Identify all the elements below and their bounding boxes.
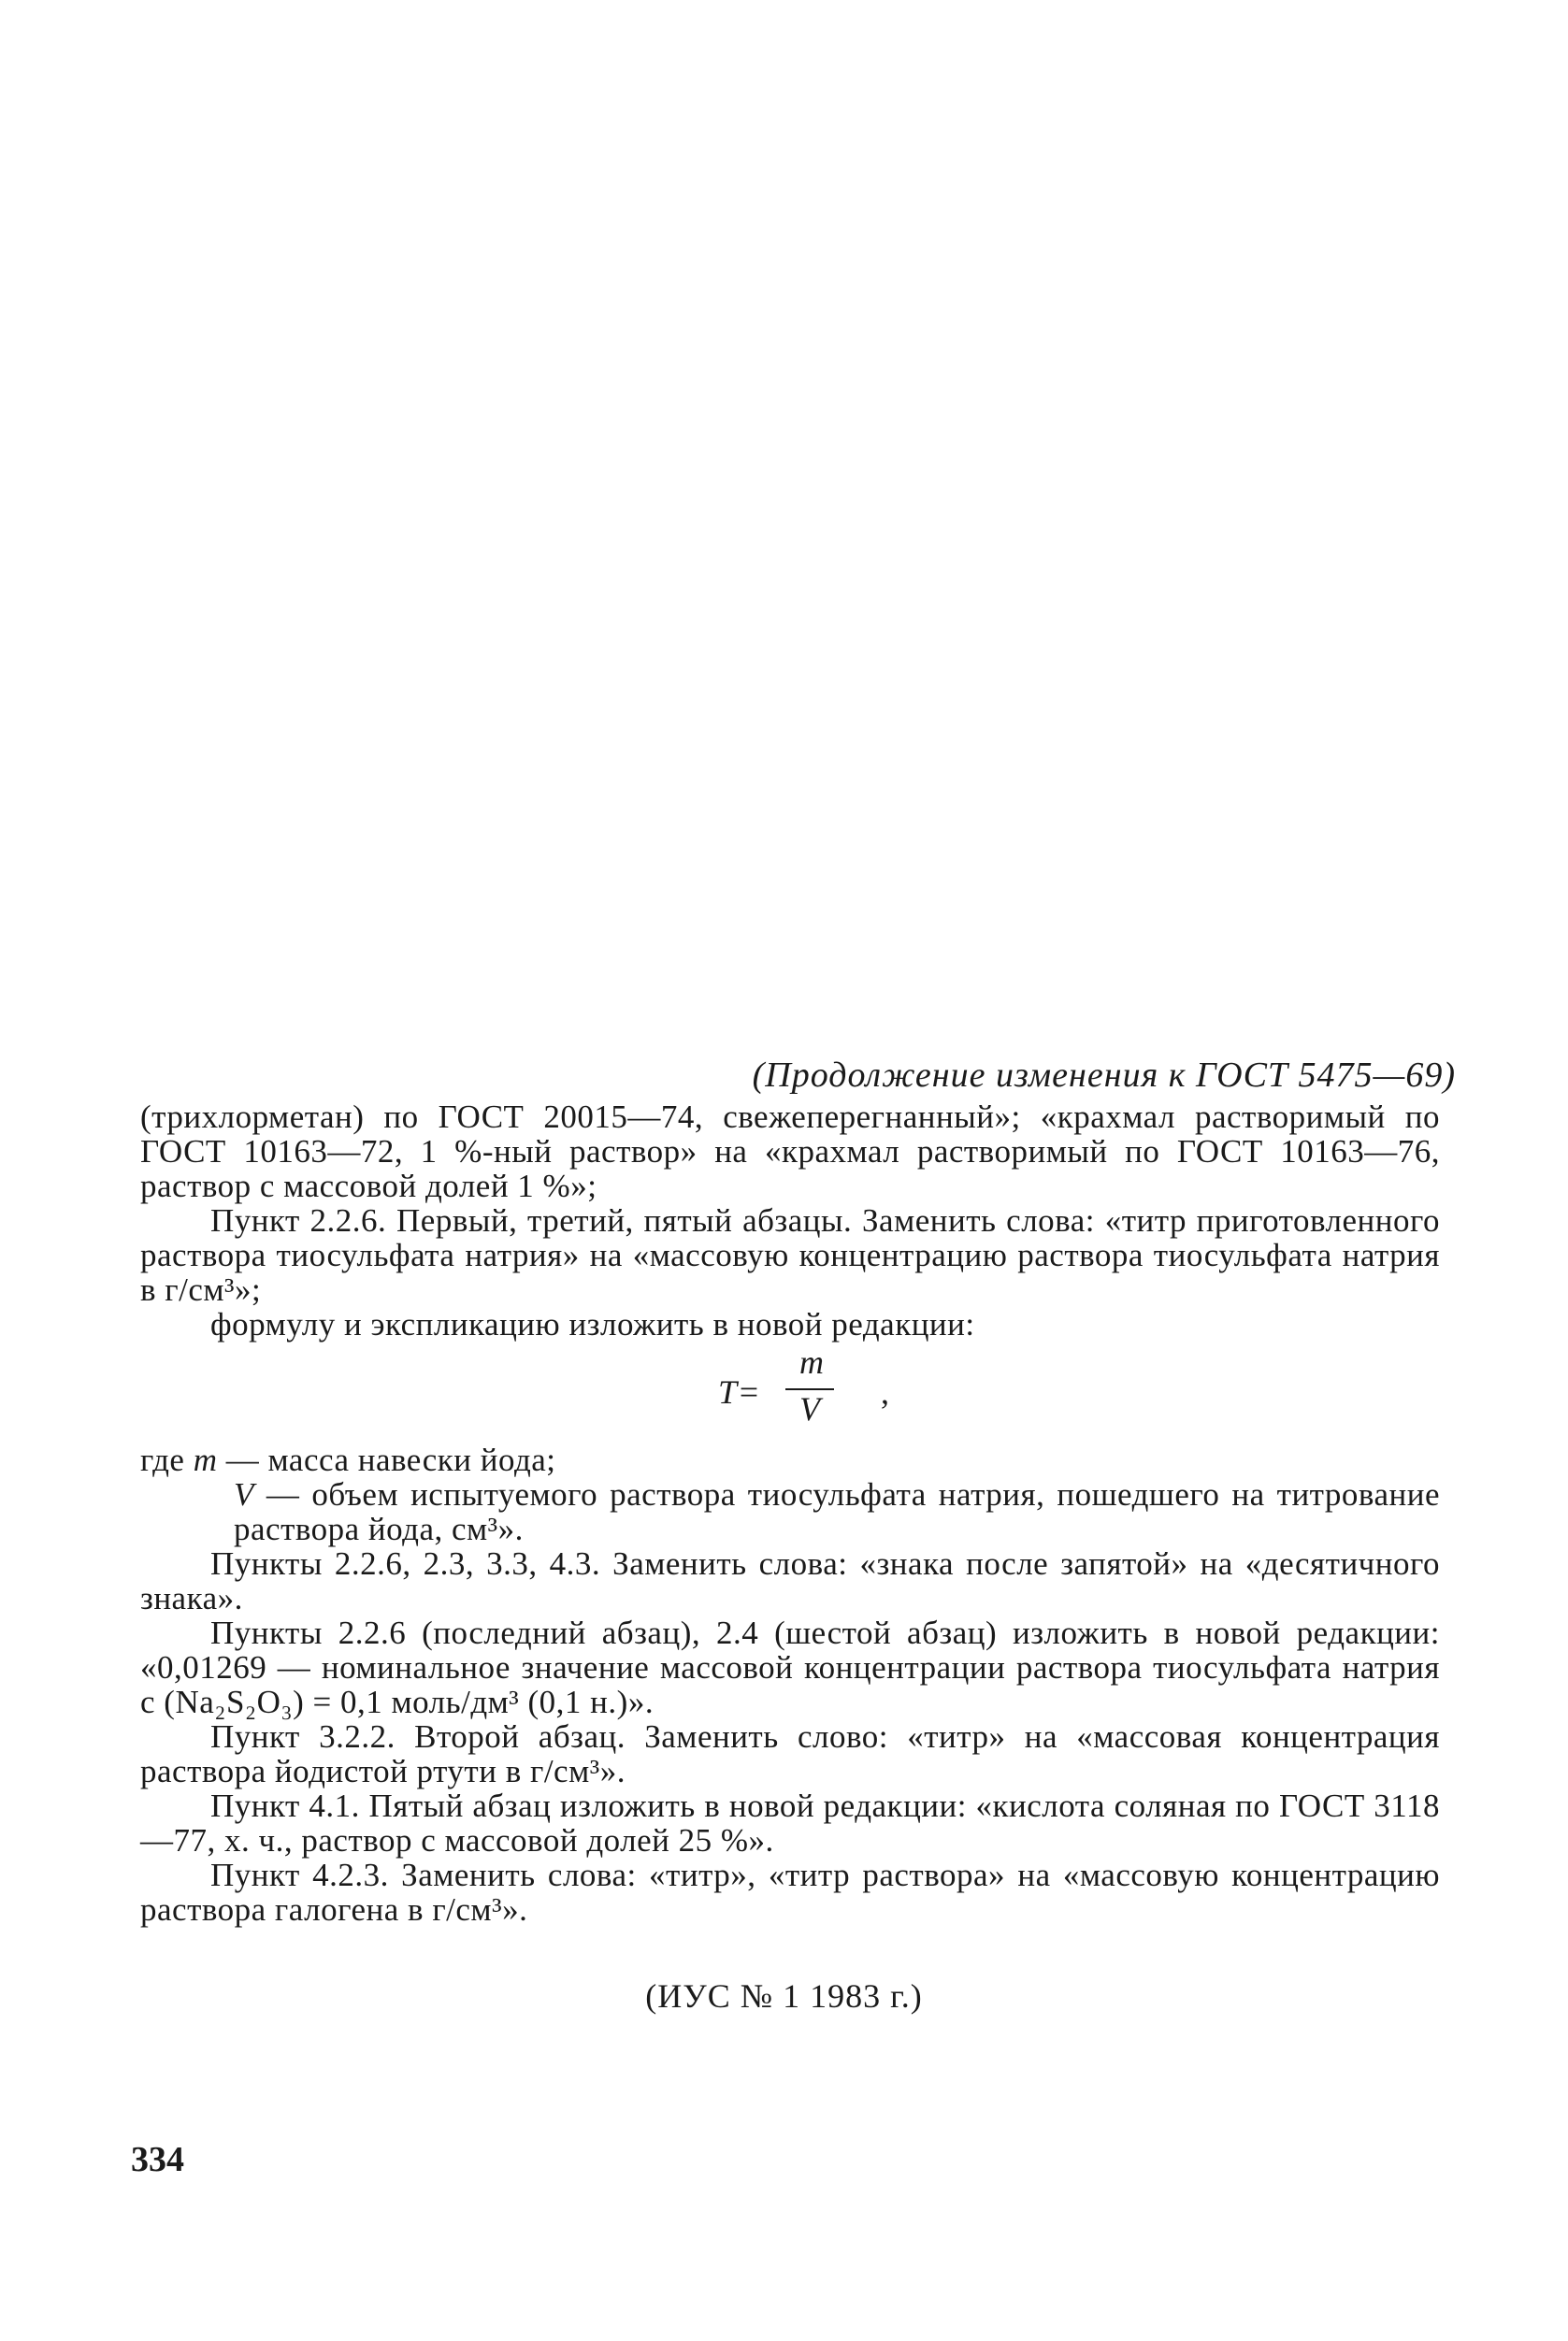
formula-comma: ,	[881, 1373, 890, 1411]
formula-lhs: T=	[718, 1373, 761, 1411]
explication-m-text: — масса навески йода;	[217, 1442, 556, 1478]
paragraph-nominal-value: Пункты 2.2.6 (последний абзац), 2.4 (шестой абзац) изложить в новой редакции: «0,01269 — номинальное значение массовой концентрации раствора тиосульфата натрия с (Na₂S₂O₃) = 0,1 моль/дм³ (0,1 н.)».	[140, 1615, 1440, 1720]
titer-formula	[140, 1343, 1440, 1437]
where-prefix: где	[140, 1442, 185, 1478]
amendment-text	[140, 1099, 1440, 1927]
paragraph-clause-3-2-2: Пункт 3.2.2. Второй абзац. Заменить слово: «титр» на «массовая концентрация раствора йодистой ртути в г/см³».	[140, 1718, 1440, 1789]
paragraph-clause-4-2-3: Пункт 4.2.3. Заменить слова: «титр», «титр раствора» на «массовую концентрацию раствора галогена в г/см³».	[140, 1857, 1440, 1928]
explication-v-text: — объем испытуемого раствора тиосульфата натрия, пошедшего на титрование раствора йода, см³».	[234, 1476, 1440, 1547]
symbol-v: V	[234, 1476, 254, 1513]
ius-reference: (ИУС № 1 1983 г.)	[645, 1977, 923, 2015]
paragraph-formula-intro: формулу и экспликацию изложить в новой редакции:	[210, 1306, 975, 1343]
explication-m	[140, 1443, 1440, 1477]
explication-v	[234, 1477, 1440, 1546]
paragraph-reagents: (трихлорметан) по ГОСТ 20015—74, свежеперегнанный»; «крахмал растворимый по ГОСТ 10163—72, 1 %-ный раствор» на «крахмал растворимый по ГОСТ 10163—76, раствор с массовой долей 1 %»;	[140, 1099, 1440, 1204]
continuation-header: (Продолжение изменения к ГОСТ 5475—69)	[752, 1056, 1456, 1095]
paragraph-clause-4-1: Пункт 4.1. Пятый абзац изложить в новой редакции: «кислота соляная по ГОСТ 3118—77, х. ч., раствор с массовой долей 25 %».	[140, 1788, 1440, 1859]
formula-numerator: m	[799, 1343, 825, 1381]
paragraph-decimal-sign: Пункты 2.2.6, 2.3, 3.3, 4.3. Заменить слова: «знака после запятой» на «десятичного знака».	[140, 1545, 1440, 1616]
formula-denominator: V	[799, 1390, 821, 1428]
symbol-m: m	[193, 1442, 218, 1478]
paragraph-clause-2-2-6: Пункт 2.2.6. Первый, третий, пятый абзацы. Заменить слова: «титр приготовленного раствора тиосульфата натрия» на «массовую концентрацию раствора тиосульфата натрия в г/см³»;	[140, 1202, 1440, 1308]
page-number: 334	[131, 2140, 184, 2179]
